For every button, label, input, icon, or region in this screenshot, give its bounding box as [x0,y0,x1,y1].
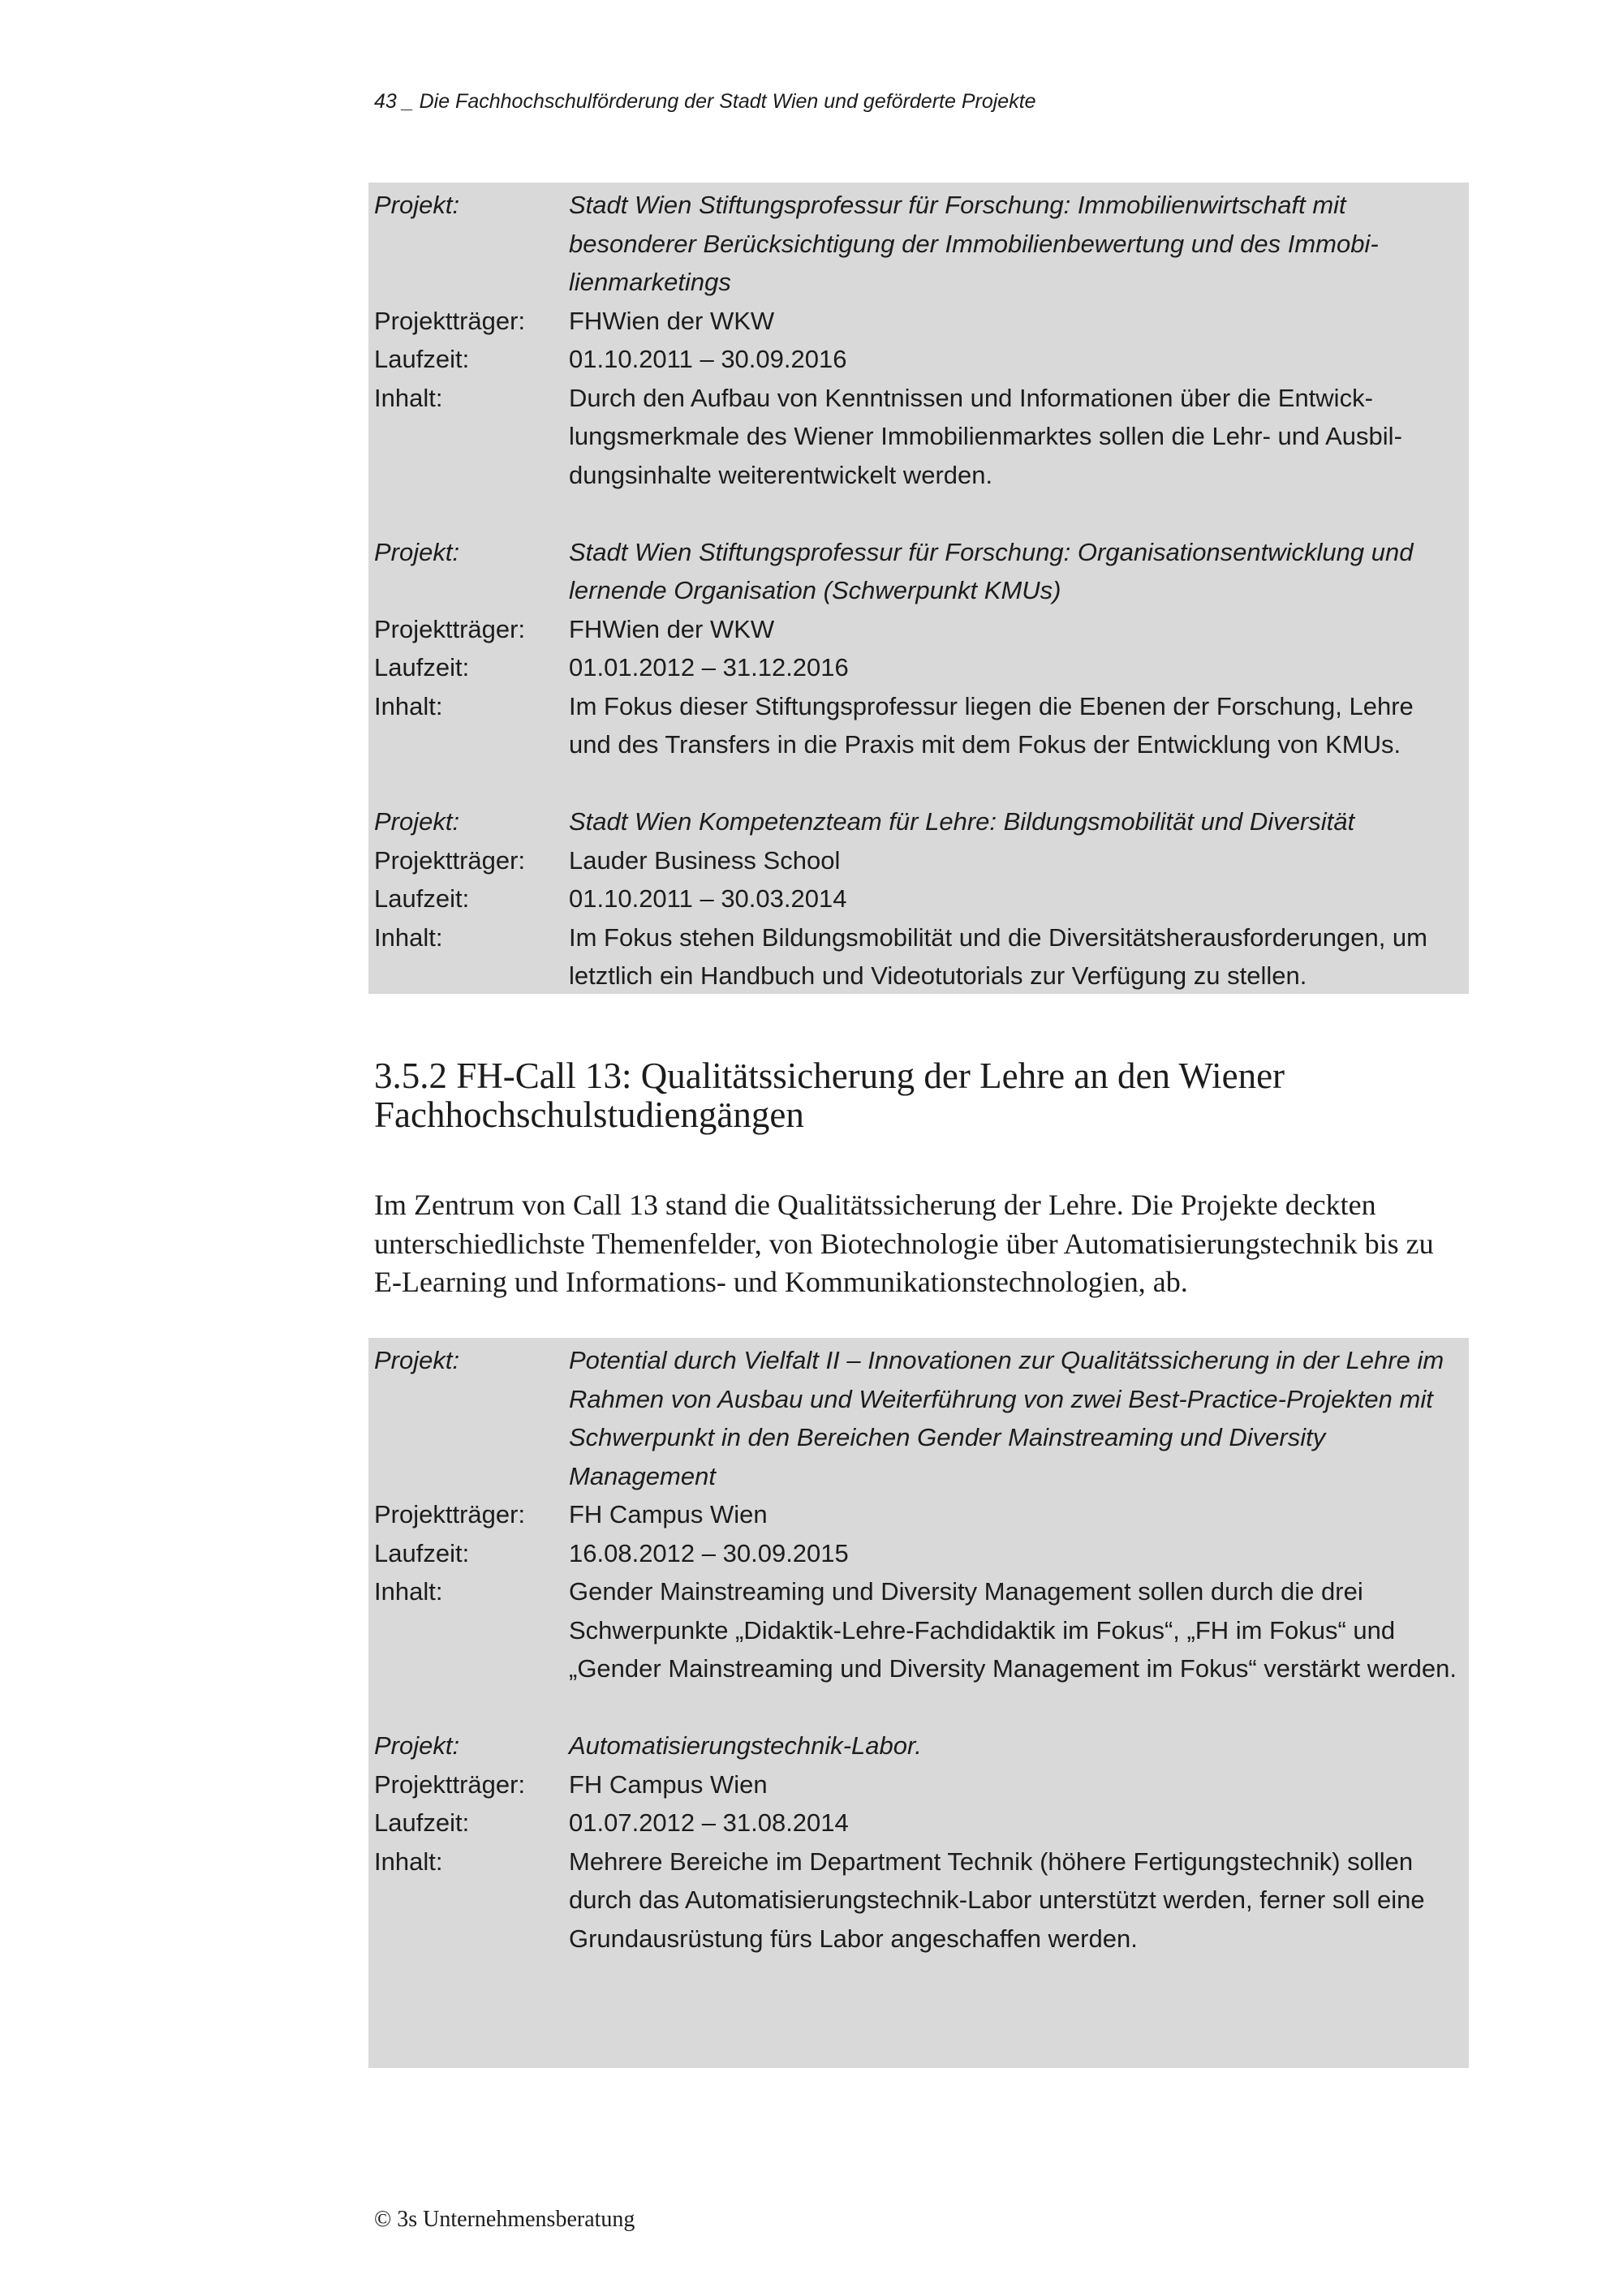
project-duration: 01.10.2011 – 30.09.2016 [569,345,847,373]
carrier-label: Projektträger: [374,614,526,643]
duration-label: Laufzeit: [374,653,470,681]
carrier-label: Projektträger: [374,1769,526,1799]
project-block-2 [368,1338,1469,2068]
project-title: Potential durch Vielfalt II – Innovationen zur Qualitätssicherung in der Lehre im Rahmen von Ausbau und Weiterführung von zwei Best-Practice-Projekten mit Schwerpunkt in den Bereichen Gender Mainstreaming und Diversity Management [569,1346,1444,1490]
project-carrier: FHWien der WKW [569,614,775,643]
content-label: Inhalt: [374,691,443,720]
project-entry [374,186,1462,494]
project-carrier: FHWien der WKW [569,306,775,335]
project-entry [374,1341,1462,1688]
project-duration: 01.10.2011 – 30.03.2014 [569,884,847,913]
carrier-label: Projektträger: [374,845,526,875]
project-label: Projekt: [374,537,460,566]
project-label: Projekt: [374,1346,460,1374]
project-carrier: Lauder Business School [569,845,841,875]
project-label: Projekt: [374,807,460,836]
duration-label: Laufzeit: [374,1538,470,1567]
project-carrier: FH Campus Wien [569,1769,768,1799]
project-carrier: FH Campus Wien [569,1500,768,1529]
project-block-1 [368,183,1469,994]
project-duration: 01.07.2012 – 31.08.2014 [569,1808,849,1837]
carrier-label: Projektträger: [374,306,526,335]
project-label: Projekt: [374,1731,460,1760]
project-entry [374,533,1462,764]
section-paragraph: Im Zentrum von Call 13 stand die Qualitätssicherung der Lehre. Die Projekte deckten unterschiedlichste Themenfelder, von Biotechnologie über Automatisierungstechnik bis zu E-Learning und Informations- und Kommunikationstechnologien, ab. [374,1189,1434,1298]
duration-label: Laufzeit: [374,345,470,373]
duration-label: Laufzeit: [374,884,470,913]
project-duration: 01.01.2012 – 31.12.2016 [569,653,849,681]
project-title: Stadt Wien Kompetenzteam für Lehre: Bildungsmobilität und Diversität [569,807,1355,836]
project-content: Durch den Aufbau von Kenntnissen und Informationen über die Entwicklungsmerkmale des Wiener Immobilienmarktes sollen die Lehr- und Ausbildungsinhalte weiterentwickelt werden. [569,383,1402,489]
content-label: Inhalt: [374,922,443,952]
project-entry [374,1726,1462,1958]
project-entry [374,802,1462,995]
project-content: Im Fokus dieser Stiftungsprofessur liegen die Ebenen der Forschung, Lehre und des Transfers in die Praxis mit dem Fokus der Entwicklung von KMUs. [569,691,1414,759]
footer-copyright: © 3s Unternehmensberatung [374,2207,635,2232]
content-label: Inhalt: [374,383,443,412]
content-label: Inhalt: [374,1847,443,1876]
project-title: Stadt Wien Stiftungsprofessur für Forschung: Organisationsentwicklung und lernende Organisation (Schwerpunkt KMUs) [569,537,1414,604]
project-content: Gender Mainstreaming und Diversity Management sollen durch die drei Schwerpunkte „Didaktik-Lehre-Fachdidaktik im Fokus“, „FH im Fokus“ und „Gender Mainstreaming und Diversity Management im Fokus“ verstärkt werden. [569,1577,1457,1683]
section-heading: 3.5.2 FH-Call 13: Qualitätssicherung der Lehre an den Wiener Fachhochschulstudiengängen [374,1056,1285,1135]
content-label: Inhalt: [374,1577,443,1606]
project-label: Projekt: [374,191,460,219]
project-content: Im Fokus stehen Bildungsmobilität und die Diversitätsherausforderungen, um letztlich ein Handbuch und Videotutorials zur Verfügung zu stellen. [569,922,1427,990]
project-content: Mehrere Bereiche im Department Technik (höhere Fertigungstechnik) sollen durch das Automatisierungstechnik-Labor unterstützt werden, ferner soll eine Grundausrüstung fürs Labor angeschaffen werden. [569,1847,1425,1953]
project-title: Stadt Wien Stiftungsprofessur für Forschung: Immobilienwirtschaft mit besonderer Berücksichtigung der Immobilienbewertung und des Immobilienmarketings [569,191,1379,296]
duration-label: Laufzeit: [374,1808,470,1837]
project-duration: 16.08.2012 – 30.09.2015 [569,1538,849,1567]
carrier-label: Projektträger: [374,1500,526,1529]
running-header: 43 _ Die Fachhochschulförderung der Stadt Wien und geförderte Projekte [374,90,1036,113]
project-title: Automatisierungstechnik-Labor. [569,1731,922,1760]
